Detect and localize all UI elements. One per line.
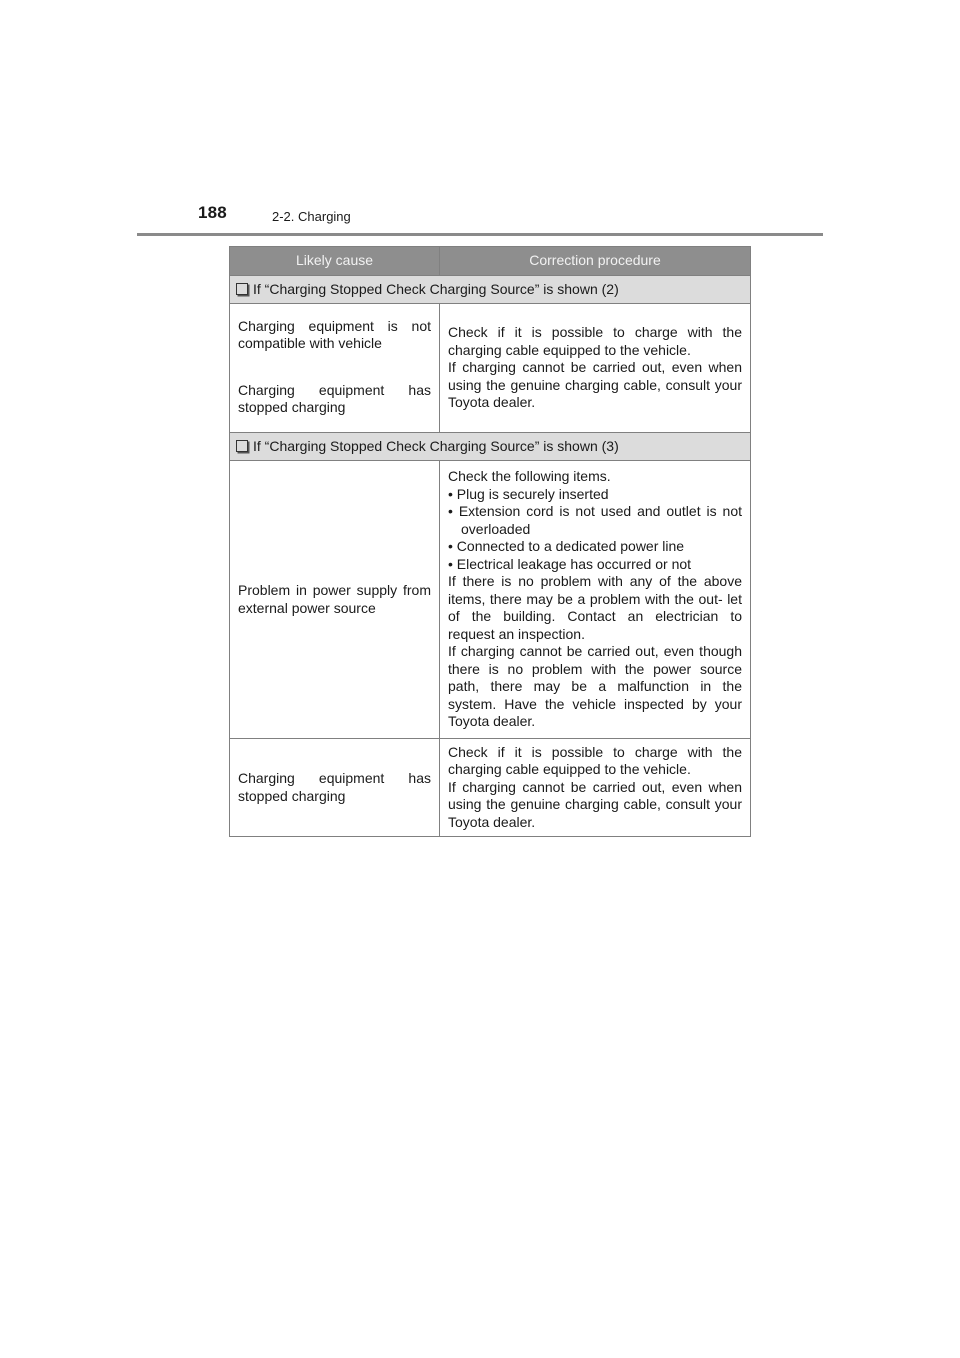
likely-cause-cell: Problem in power supply from external power source (230, 461, 440, 739)
section-heading (230, 433, 751, 461)
table-row (230, 739, 751, 837)
correction-text: Check if it is possible to charge with the charging cable equipped to the vehicle. (448, 324, 742, 358)
table-row (230, 304, 751, 367)
page-number: 188 (198, 203, 227, 222)
section-heading-text: If “Charging Stopped Check Charging Source” is shown (2) (253, 280, 619, 297)
list-item: • Electrical leakage has occurred or not (448, 555, 692, 572)
correction-text: Check the following items. (448, 468, 611, 485)
correction-text: Check if it is possible to charge with the charging cable equipped to the vehicle. (448, 743, 742, 778)
list-item: • Plug is securely inserted (448, 485, 609, 502)
troubleshooting-table (229, 246, 751, 837)
correction-text: If charging cannot be carried out, even when using the genuine charging cable, consult your Toyota dealer. (448, 359, 742, 411)
section-heading-text: If “Charging Stopped Check Charging Source” is shown (3) (253, 437, 619, 454)
table-header-row (230, 247, 751, 276)
likely-cause-cell: Charging equipment has stopped charging (230, 366, 440, 433)
correction-cell (440, 461, 751, 739)
column-header-correction: Correction procedure (440, 247, 751, 276)
likely-cause-cell: Charging equipment is not compatible with vehicle (230, 304, 440, 367)
list-item: • Extension cord is not used and outlet is not overloaded (448, 503, 742, 537)
section-heading-row (230, 276, 751, 304)
checkbox-square-icon (236, 440, 248, 452)
table-row (230, 461, 751, 739)
likely-cause-cell: Charging equipment has stopped charging (230, 739, 440, 837)
correction-cell (440, 304, 751, 433)
checkbox-square-icon (236, 283, 248, 295)
correction-cell (440, 739, 751, 837)
list-item: • Connected to a dedicated power line (448, 538, 685, 555)
section-heading-row (230, 433, 751, 461)
correction-text: If there is no problem with any of the above items, there may be a problem with the out- let of the building. Contact an electrician to request an inspection. (448, 573, 742, 642)
column-header-likely-cause: Likely cause (230, 247, 440, 276)
section-title: 2-2. Charging (272, 209, 351, 224)
header-rule (137, 233, 823, 236)
correction-text: If charging cannot be carried out, even when using the genuine charging cable, consult your Toyota dealer. (448, 778, 742, 830)
section-heading (230, 276, 751, 304)
correction-text: If charging cannot be carried out, even though there is no problem with the power source path, there may be a malfunction in the system. Have the vehicle inspected by your Toyota dealer. (448, 643, 742, 730)
